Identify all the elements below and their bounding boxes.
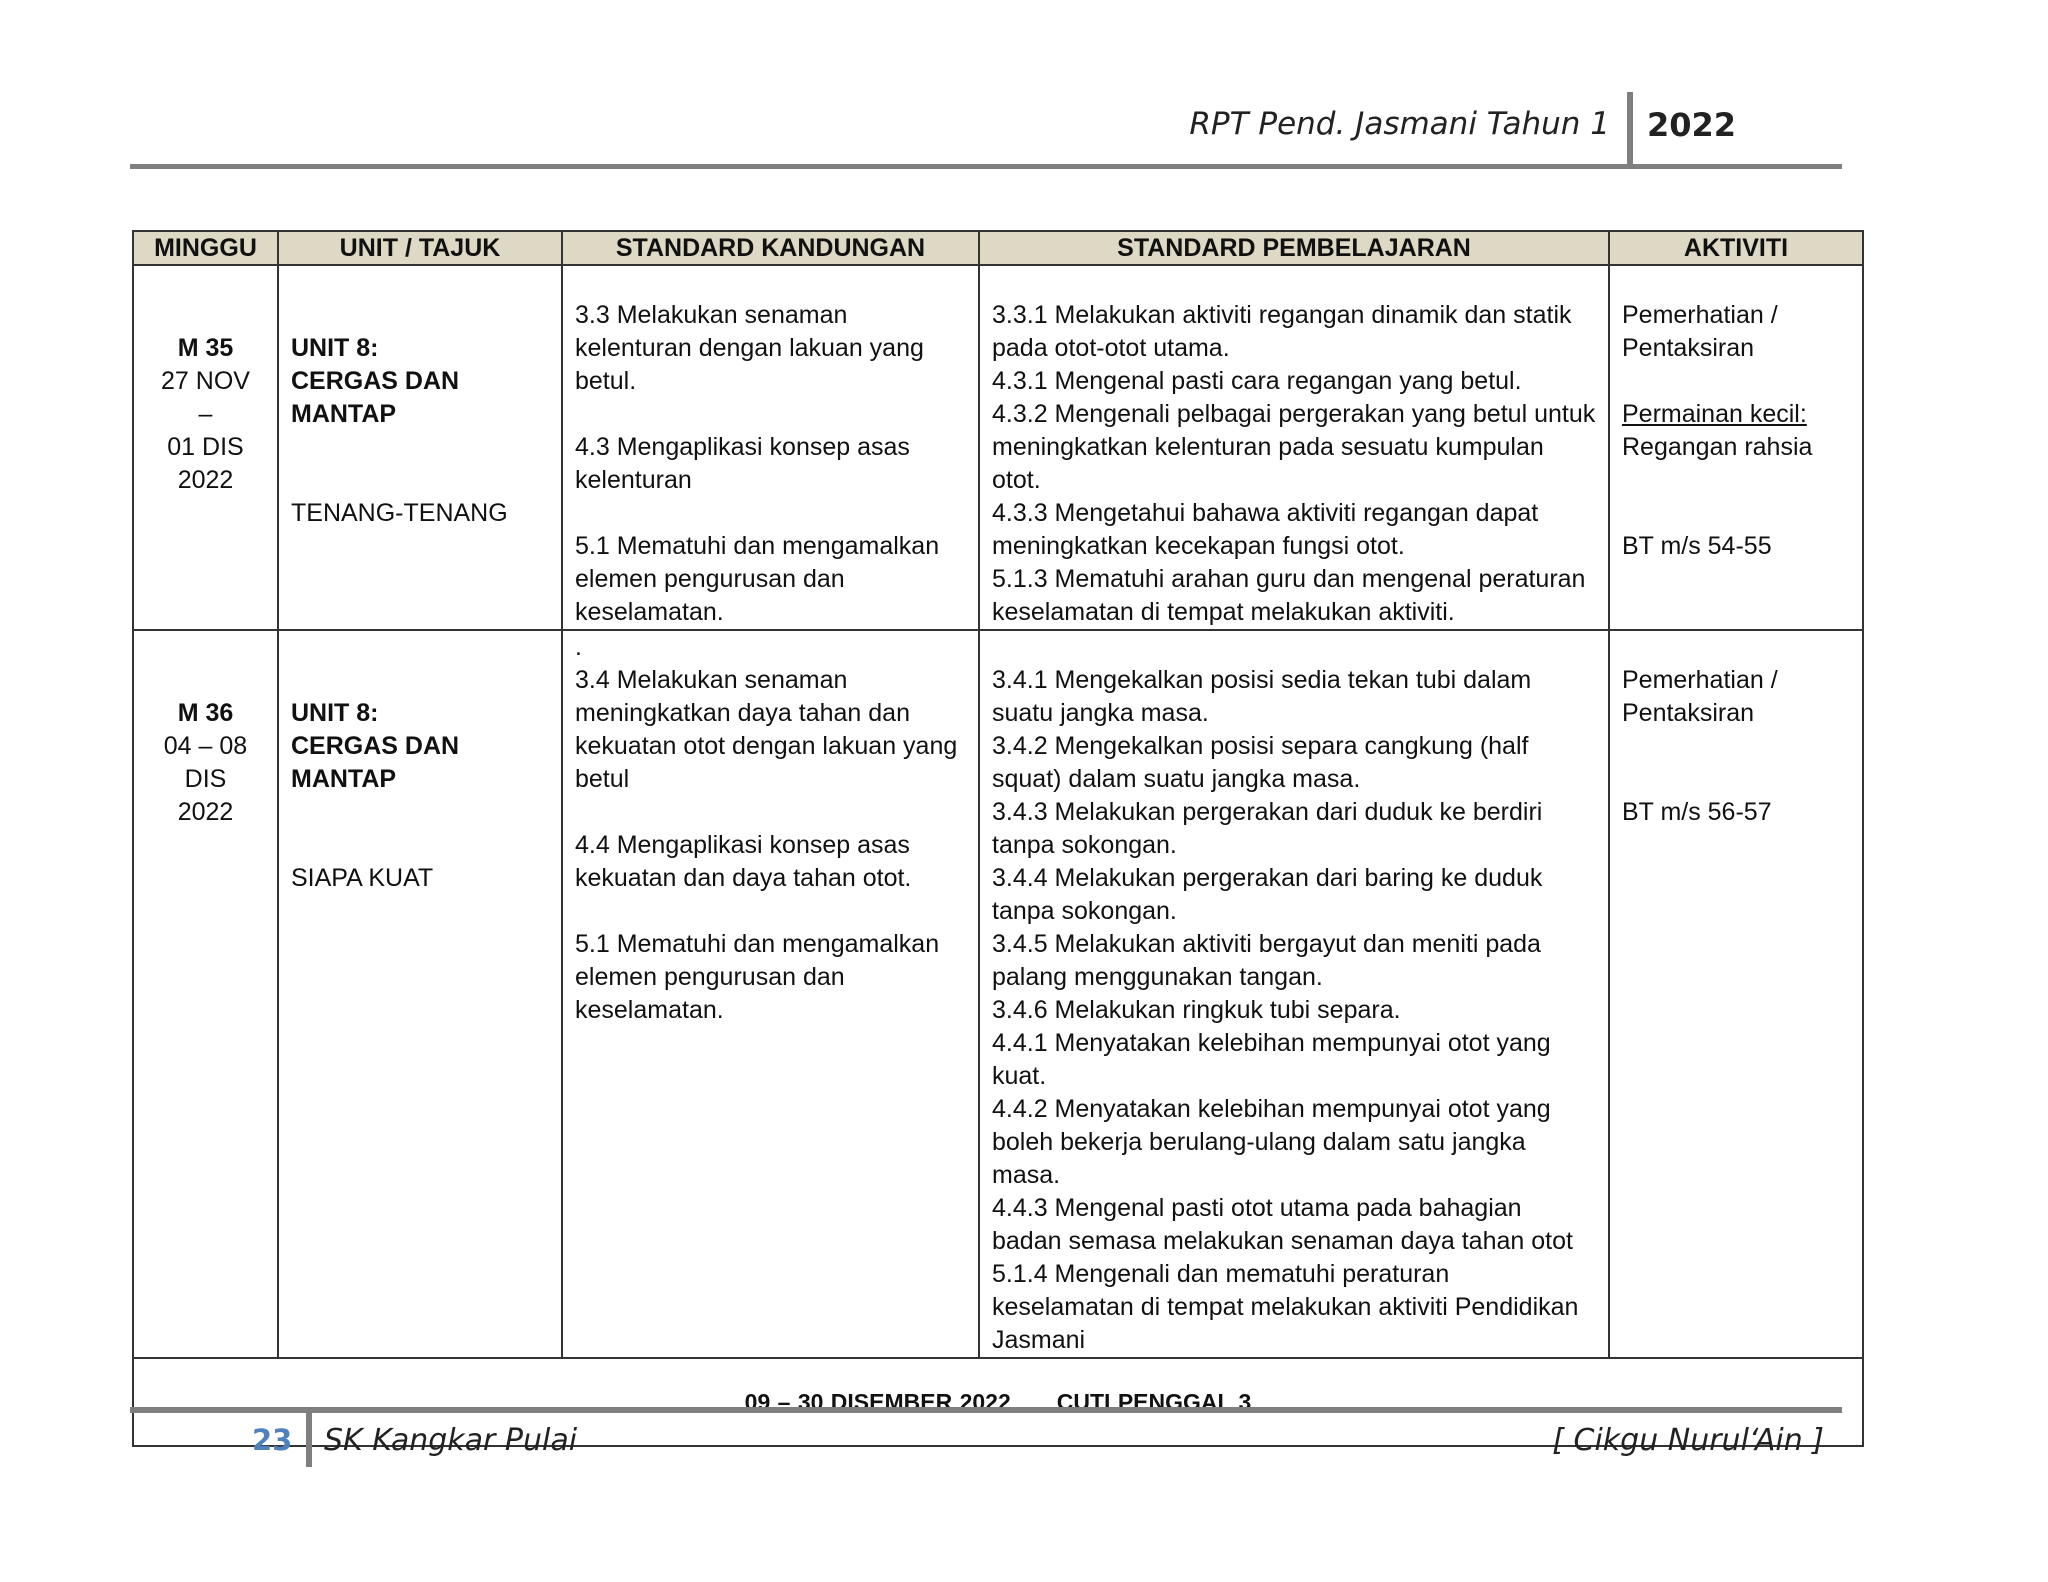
standard-kandungan-text: . 3.4 Melakukan senaman meningkatkan daya tahan dan kekuatan otot dengan lakuan yang betul 4.4 Mengaplikasi konsep asas kekuatan dan daya tahan otot. 5.1 Mematuhi dan mengamalkan elemen pengurusan dan keselamatan. [575,633,958,1024]
col-header-unit: UNIT / TAJUK [278,231,562,265]
page-footer [130,1407,1842,1473]
school-name: SK Kangkar Pulai [324,1423,578,1458]
aktiviti-assessment: Pemerhatian / Pentaksiran [1622,301,1778,362]
standard-pembelajaran-cell [979,265,1609,630]
table-header-row [133,231,1863,265]
aktiviti-textbook-ref: BT m/s 54-55 [1622,532,1772,560]
header-divider [1627,92,1633,164]
standard-kandungan-cell [562,630,979,1358]
week-cell [133,265,278,630]
page-header [130,92,1842,169]
col-header-standard-pembelajaran: STANDARD PEMBELAJARAN [979,231,1609,265]
lesson-plan-table [132,230,1864,1447]
aktiviti-assessment: Pemerhatian / Pentaksiran [1622,666,1778,727]
document-title: RPT Pend. Jasmani Tahun 1 [1189,106,1610,142]
topic-title: TENANG-TENANG [291,499,508,527]
standard-kandungan-cell [562,265,979,630]
footer-divider [306,1413,312,1467]
col-header-minggu: MINGGU [133,231,278,265]
week-dates: 27 NOV – 01 DIS 2022 [161,367,250,494]
standard-pembelajaran-cell [979,630,1609,1358]
table-row [133,630,1863,1358]
aktiviti-cell [1609,630,1863,1358]
aktiviti-cell [1609,265,1863,630]
week-cell [133,630,278,1358]
unit-title: UNIT 8: CERGAS DAN MANTAP [291,699,460,793]
col-header-standard-kandungan: STANDARD KANDUNGAN [562,231,979,265]
unit-cell [278,265,562,630]
week-number: M 36 [177,699,234,727]
aktiviti-game-label: Permainan kecil: [1622,400,1807,428]
document-year: 2022 [1647,106,1737,144]
standard-pembelajaran-text: 3.4.1 Mengekalkan posisi sedia tekan tubi dalam suatu jangka masa. 3.4.2 Mengekalkan posisi separa cangkung (half squat) dalam suatu jangka masa. 3.4.3 Melakukan pergerakan dari duduk ke berdiri tanpa sokongan. 3.4.4 Melakukan pergerakan dari baring ke duduk tanpa sokongan. 3.4.5 Melakukan aktiviti bergayut dan meniti pada palang menggunakan tangan. 3.4.6 Melakukan ringkuk tubi separa. 4.4.1 Menyatakan kelebihan mempunyai otot yang kuat. 4.4.2 Menyatakan kelebihan mempunyai otot yang boleh bekerja berulang-ulang dalam satu jangka masa. 4.4.3 Mengenal pasti otot utama pada bahagian badan semasa melakukan senaman daya tahan otot 5.1.4 Mengenali dan mematuhi peraturan keselamatan di tempat melakukan aktiviti Pendidikan Jasmani [992,666,1579,1354]
standard-pembelajaran-text: 3.3.1 Melakukan aktiviti regangan dinamik dan statik pada otot-otot utama. 4.3.1 Mengenal pasti cara regangan yang betul. 4.3.2 Mengenali pelbagai pergerakan yang betul untuk meningkatkan kelenturan pada sesuatu kumpulan otot. 4.3.3 Mengetahui bahawa aktiviti regangan dapat meningkatkan kecekapan fungsi otot. 5.1.3 Mematuhi arahan guru dan mengenal peraturan keselamatan di tempat melakukan aktiviti. [992,301,1596,626]
teacher-name: [ Cikgu Nurul‘Ain ] [1552,1423,1824,1458]
topic-title: SIAPA KUAT [291,864,434,892]
holiday-dates: 09 – 30 DISEMBER 2022 [744,1388,1011,1415]
aktiviti-textbook-ref: BT m/s 56-57 [1622,798,1772,826]
table-row [133,265,1863,630]
standard-kandungan-text: 3.3 Melakukan senaman kelenturan dengan lakuan yang betul. 4.3 Mengaplikasi konsep asas kelenturan 5.1 Mematuhi dan mengamalkan elemen pengurusan dan keselamatan. [575,301,940,626]
unit-cell [278,630,562,1358]
week-number: M 35 [177,334,234,362]
page-number: 23 [252,1423,293,1457]
col-header-aktiviti: AKTIVITI [1609,231,1863,265]
aktiviti-game: Regangan rahsia [1622,433,1813,461]
unit-title: UNIT 8: CERGAS DAN MANTAP [291,334,460,428]
week-dates: 04 – 08 DIS 2022 [163,732,248,826]
holiday-label: CUTI PENGGAL 3 [1056,1388,1252,1415]
